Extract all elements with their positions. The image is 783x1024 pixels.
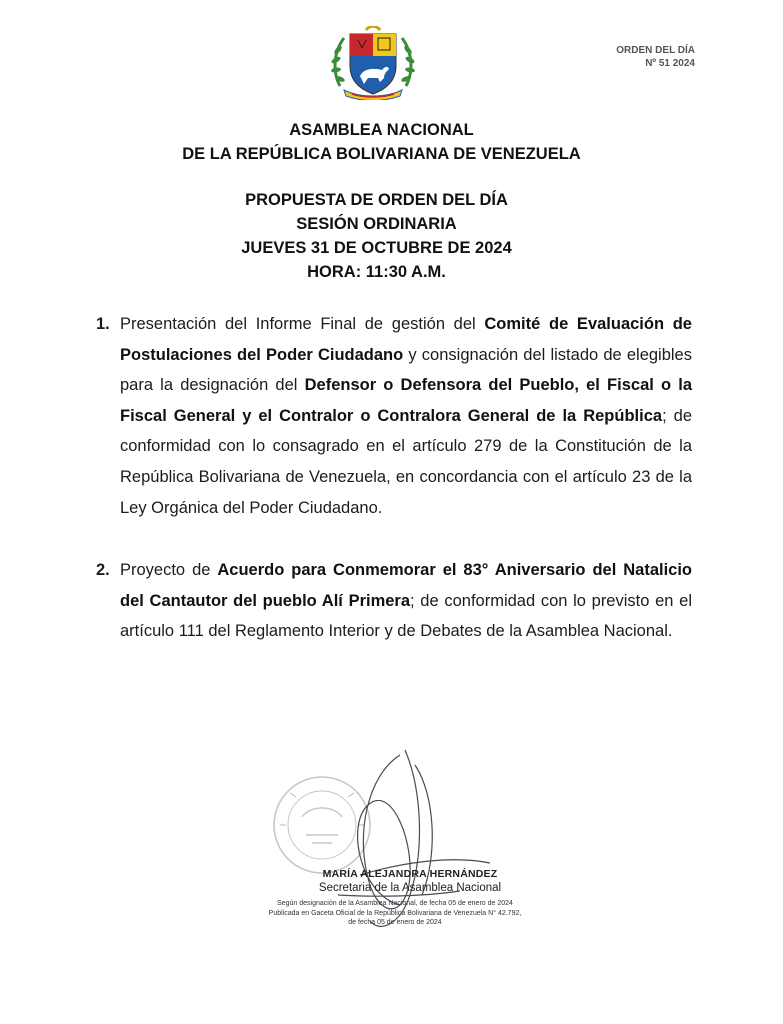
agenda-item-number: 2. — [96, 561, 110, 579]
text-run: y consignación del listado de elegibles para la designación del — [120, 345, 692, 395]
agenda-item-text — [120, 309, 692, 523]
agenda-item-text — [120, 555, 692, 647]
text-run: Proyecto de — [120, 561, 218, 579]
session-title: PROPUESTA DE ORDEN DEL DÍA — [245, 191, 508, 209]
session-heading — [0, 188, 753, 284]
signatory-name: MARÍA ALEJANDRA HERNÁNDEZ — [322, 868, 498, 880]
bold-run: Defensor o Defensora del Pueblo, el Fiscal o la Fiscal General y el Contralor o Contralora General de la República — [120, 376, 692, 425]
institution-line-1: ASAMBLEA NACIONAL — [289, 121, 474, 139]
official-seal-icon — [274, 777, 370, 873]
signatory-note — [0, 899, 783, 928]
signatory-role: Secretaria de la Asamblea Nacional — [318, 882, 502, 894]
institution-header — [0, 118, 763, 166]
note-line-1: Según designación de la Asamblea Nacional, de fecha 05 de enero de 2024 — [277, 900, 513, 907]
document-reference — [616, 44, 695, 70]
session-type: SESIÓN ORDINARIA — [296, 215, 457, 233]
text-run: ; de conformidad con lo previsto en el artículo 111 del Reglamento Interior y de Debates de la Asamblea Nacional. — [120, 591, 692, 641]
reference-number: Nº 51 2024 — [645, 58, 695, 69]
session-date: JUEVES 31 DE OCTUBRE DE 2024 — [241, 239, 512, 257]
bold-run: Acuerdo para Conmemorar el 83° Aniversario del Natalicio del Cantautor del pueblo Alí Primera — [120, 561, 692, 610]
reference-label: ORDEN DEL DÍA — [616, 45, 695, 56]
bold-run: Comité de Evaluación de Postulaciones del Poder Ciudadano — [120, 315, 692, 364]
agenda-item-1 — [96, 309, 692, 523]
text-run: Presentación del Informe Final de gestión del — [120, 315, 485, 333]
institution-line-2: DE LA REPÚBLICA BOLIVARIANA DE VENEZUELA — [182, 145, 581, 163]
coat-of-arms-icon — [330, 26, 416, 100]
note-line-3: de fecha 05 de enero de 2024 — [348, 919, 442, 926]
session-time: HORA: 11:30 A.M. — [307, 263, 446, 281]
agenda-item-2 — [96, 555, 692, 647]
agenda-item-number: 1. — [96, 315, 110, 333]
note-line-2: Publicada en Gaceta Oficial de la República Bolivariana de Venezuela N° 42.792, — [268, 909, 522, 917]
text-run: ; de conformidad con lo consagrado en el artículo 279 de la Constitución de la República Bolivariana de Venezuela, en concordancia con el artículo 23 de la Ley Orgánica del Poder Ciudadano. — [120, 406, 692, 517]
